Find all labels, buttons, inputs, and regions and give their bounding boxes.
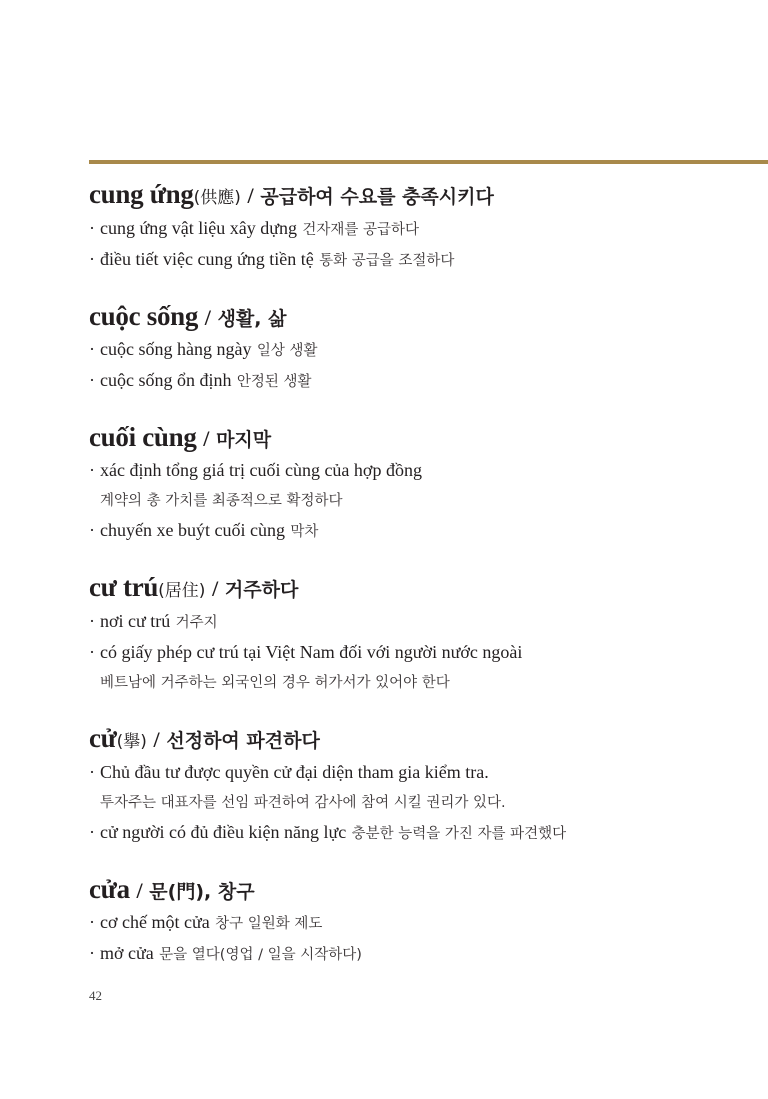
- example-korean: 충분한 능력을 가진 자를 파견했다: [351, 826, 567, 842]
- bullet-icon: ·: [89, 218, 95, 238]
- bullet-icon: ·: [89, 762, 95, 782]
- example-vietnamese: điều tiết việc cung ứng tiền tệ: [100, 249, 314, 269]
- entry-meaning: 거주하다: [224, 579, 299, 601]
- example-vietnamese: Chủ đầu tư được quyền cử đại diện tham gia kiểm tra.: [100, 762, 489, 782]
- example-vietnamese: cơ chế một cửa: [100, 912, 210, 932]
- entry-separator: /: [212, 576, 219, 601]
- entry-separator: /: [203, 426, 210, 451]
- bullet-icon: ·: [89, 912, 95, 932]
- example-vietnamese: xác định tổng giá trị cuối cùng của hợp đồng: [100, 460, 422, 480]
- header-rule: [89, 160, 768, 164]
- bullet-icon: ·: [89, 370, 95, 390]
- example-korean: 베트남에 거주하는 외국인의 경우 허가서가 있어야 한다: [100, 675, 450, 691]
- dictionary-entries: [89, 178, 749, 994]
- entry-meaning: 생활, 삶: [217, 308, 287, 330]
- entry-headword-line: [89, 571, 749, 607]
- entry-headword-line: [89, 300, 749, 335]
- bullet-icon: ·: [89, 460, 95, 480]
- example-korean: 투자주는 대표자를 선임 파견하여 감사에 참여 시킬 권리가 있다.: [100, 795, 506, 811]
- example-vietnamese: cuộc sống ổn định: [100, 370, 232, 390]
- entry-hanja: (擧): [116, 732, 147, 752]
- example-line: [89, 456, 749, 486]
- example-line: [89, 245, 749, 276]
- example-korean: 계약의 총 가치를 최종적으로 확정하다: [100, 493, 343, 509]
- bullet-icon: ·: [89, 611, 95, 631]
- entry-separator: /: [204, 305, 211, 330]
- entry-meaning: 선정하여 파견하다: [166, 730, 320, 752]
- entry-headword-line: [89, 722, 749, 758]
- bullet-icon: ·: [89, 520, 95, 540]
- bullet-icon: ·: [89, 642, 95, 662]
- example-vietnamese: mở cửa: [100, 943, 154, 963]
- example-translation-line: [89, 788, 749, 818]
- entry-word: cuộc sống: [89, 301, 199, 331]
- example-korean: 통화 공급을 조절하다: [319, 253, 455, 269]
- example-korean: 거주지: [175, 615, 218, 631]
- example-vietnamese: nơi cư trú: [100, 611, 171, 631]
- bullet-icon: ·: [89, 339, 95, 359]
- example-line: [89, 335, 749, 366]
- dictionary-entry: [89, 873, 749, 970]
- dictionary-entry: [89, 178, 749, 276]
- entry-hanja: (居住): [158, 581, 206, 601]
- example-korean: 문을 열다(영업 / 일을 시작하다): [159, 947, 362, 963]
- example-line: [89, 607, 749, 638]
- entry-meaning: 문(門), 창구: [149, 881, 255, 903]
- example-korean: 창구 일원화 제도: [215, 916, 323, 932]
- example-line: [89, 366, 749, 397]
- example-korean: 건자재를 공급하다: [302, 222, 420, 238]
- dictionary-entry: [89, 722, 749, 849]
- entry-headword-line: [89, 178, 749, 214]
- entry-headword-line: [89, 421, 749, 456]
- entry-word: cử: [89, 723, 117, 753]
- dictionary-entry: [89, 571, 749, 698]
- bullet-icon: ·: [89, 249, 95, 269]
- example-vietnamese: cung ứng vật liệu xây dựng: [100, 218, 297, 238]
- example-translation-line: [89, 486, 749, 516]
- entry-word: cư trú: [89, 572, 159, 602]
- entry-word: cửa: [89, 874, 130, 904]
- example-line: [89, 214, 749, 245]
- example-line: [89, 818, 749, 849]
- entry-separator: /: [136, 878, 143, 903]
- example-line: [89, 516, 749, 547]
- page-number: 42: [89, 988, 102, 1003]
- example-line: [89, 908, 749, 939]
- bullet-icon: ·: [89, 943, 95, 963]
- entry-separator: /: [247, 183, 254, 208]
- example-vietnamese: có giấy phép cư trú tại Việt Nam đối với người nước ngoài: [100, 642, 523, 662]
- dictionary-entry: [89, 300, 749, 397]
- entry-hanja: (供應): [193, 188, 241, 208]
- entry-headword-line: [89, 873, 749, 908]
- bullet-icon: ·: [89, 822, 95, 842]
- example-korean: 막차: [290, 524, 319, 540]
- example-korean: 안정된 생활: [236, 374, 312, 390]
- example-vietnamese: cử người có đủ điều kiện năng lực: [100, 822, 347, 842]
- example-line: [89, 939, 749, 970]
- dictionary-entry: [89, 421, 749, 547]
- entry-meaning: 마지막: [216, 429, 272, 451]
- example-korean: 일상 생활: [256, 343, 318, 359]
- example-line: [89, 758, 749, 788]
- example-vietnamese: chuyến xe buýt cuối cùng: [100, 520, 285, 540]
- example-translation-line: [89, 668, 749, 698]
- entry-word: cung ứng: [89, 179, 194, 209]
- entry-meaning: 공급하여 수요를 충족시키다: [260, 186, 494, 208]
- entry-separator: /: [153, 727, 160, 752]
- entry-word: cuối cùng: [89, 422, 197, 452]
- example-vietnamese: cuộc sống hàng ngày: [100, 339, 252, 359]
- example-line: [89, 638, 749, 668]
